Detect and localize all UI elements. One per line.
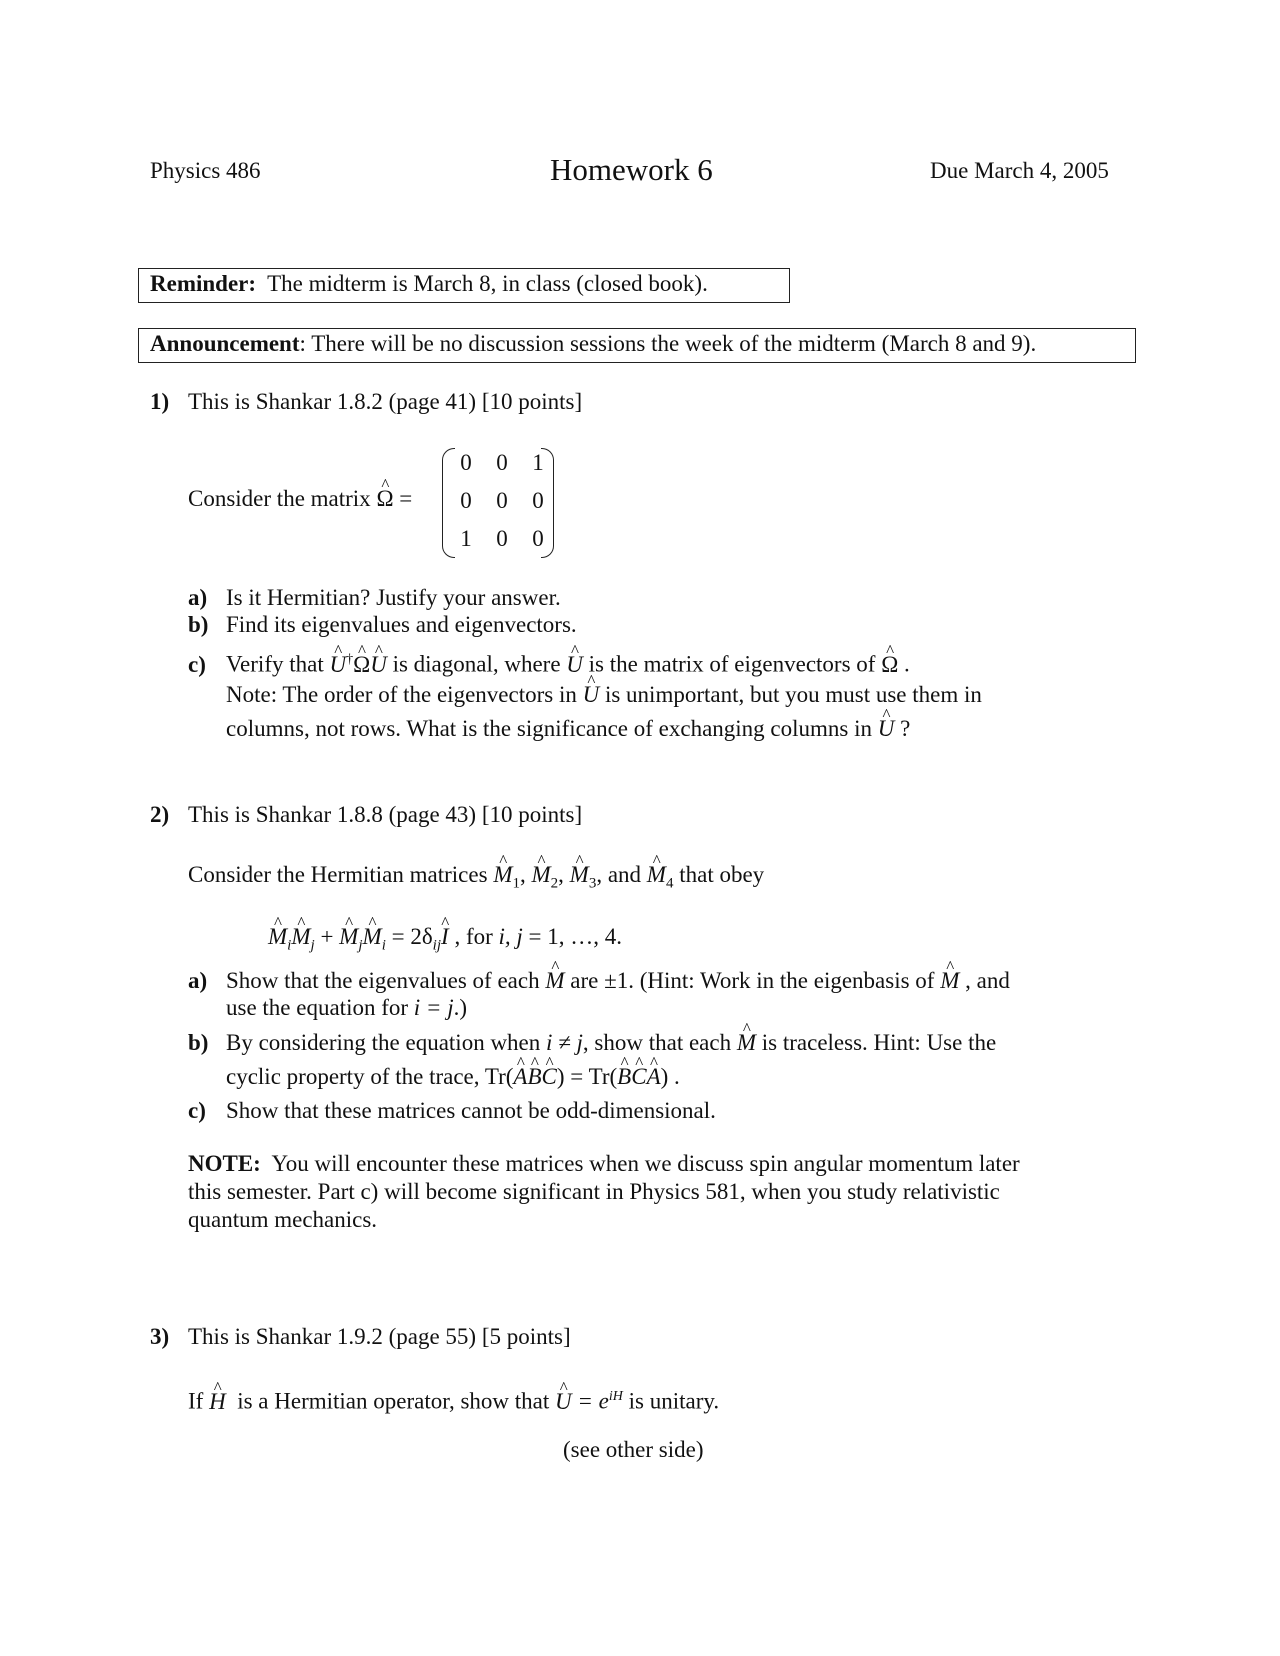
part-a-line2-post: .) bbox=[453, 995, 468, 1020]
subscript: 4 bbox=[665, 875, 674, 892]
a-symbol: A ^ bbox=[513, 1062, 527, 1092]
reminder-box bbox=[138, 268, 790, 303]
dagger-symbol: † bbox=[346, 652, 354, 667]
m-symbol: M ^ bbox=[940, 966, 959, 996]
m-symbol: M ^ bbox=[531, 860, 550, 890]
trace-end: ) . bbox=[660, 1064, 680, 1089]
m-symbol: M ^ bbox=[570, 860, 589, 890]
note-2-post: ? bbox=[894, 716, 911, 741]
part-a-post: , and bbox=[959, 968, 1010, 993]
for-text: , for bbox=[448, 924, 499, 949]
matrix-cell: 0 bbox=[496, 450, 508, 475]
matrix-cell: 0 bbox=[496, 526, 508, 551]
omega-matrix bbox=[442, 448, 554, 558]
problem-1-note-line-2 bbox=[226, 714, 910, 744]
comma: , bbox=[558, 862, 570, 887]
part-b-label: b) bbox=[188, 612, 209, 637]
problem-1-consider bbox=[188, 484, 412, 514]
h-symbol: H ^ bbox=[209, 1387, 226, 1417]
announcement-text: : There will be no discussion sessions the week of the midterm (March 8 and 9). bbox=[299, 331, 1037, 356]
subscript: j bbox=[358, 937, 363, 954]
note-2-pre: columns, not rows. What is the significance of exchanging columns in bbox=[226, 716, 878, 741]
m-symbol: M ^ bbox=[737, 1028, 756, 1058]
problem-2-note-line-1 bbox=[188, 1149, 1020, 1179]
problem-2-consider bbox=[188, 860, 764, 899]
problem-3-title: This is Shankar 1.9.2 (page 55) [5 points] bbox=[188, 1324, 571, 1349]
part-b-post: is traceless. Hint: Use the bbox=[756, 1030, 997, 1055]
exp-base: = e bbox=[571, 1388, 609, 1414]
part-b-text: Find its eigenvalues and eigenvectors. bbox=[226, 612, 577, 637]
see-other-side: (see other side) bbox=[563, 1437, 704, 1462]
omega-symbol: Ω ^ bbox=[353, 650, 370, 680]
subscript: 1 bbox=[512, 875, 520, 892]
m-symbol: M ^ bbox=[339, 922, 358, 952]
reminder-text: The midterm is March 8, in class (closed book). bbox=[256, 271, 708, 296]
announcement-label: Announcement bbox=[150, 331, 300, 356]
subscript: 2 bbox=[550, 875, 559, 892]
part-c-pre: Verify that bbox=[226, 651, 330, 677]
problem-2-part-b bbox=[188, 1028, 996, 1058]
part-c-text: Show that these matrices cannot be odd-dimensional. bbox=[226, 1098, 716, 1123]
identity-symbol: I ^ bbox=[441, 922, 449, 952]
part-c-label: c) bbox=[188, 1098, 206, 1123]
part-b-pre: By considering the equation when bbox=[226, 1030, 547, 1055]
trace-equals: ) = Tr( bbox=[556, 1064, 618, 1089]
part-a-mid: are ±1. (Hint: Work in the eigenbasis of bbox=[564, 968, 941, 993]
course-name: Physics 486 bbox=[150, 158, 261, 183]
problem-2-heading bbox=[150, 800, 582, 830]
problem-1-part-a bbox=[188, 583, 561, 613]
part-a-label: a) bbox=[188, 585, 208, 610]
problem-2-part-b-line-2 bbox=[226, 1062, 680, 1092]
problem-1-note-line-1 bbox=[226, 680, 982, 710]
exponent: iH bbox=[608, 1389, 623, 1404]
plus-sign: + bbox=[314, 924, 340, 949]
consider-pre: Consider the Hermitian matrices bbox=[188, 862, 494, 887]
c-symbol: C ^ bbox=[542, 1062, 557, 1092]
u-symbol: U ^ bbox=[370, 650, 387, 680]
note-1-post: is unimportant, but you must use them in bbox=[599, 682, 982, 707]
part-b-var: i ≠ j bbox=[546, 1030, 583, 1055]
equals-delta: = 2δ bbox=[385, 924, 433, 949]
note-line-1: You will encounter these matrices when we discuss spin angular momentum later bbox=[260, 1151, 1020, 1176]
part-c-mid: is diagonal, where bbox=[386, 651, 567, 677]
part-a-pre: Show that the eigenvalues of each bbox=[226, 968, 546, 993]
problem-2-part-a bbox=[188, 966, 1010, 996]
problem-1-heading bbox=[150, 387, 582, 417]
index-vars: i, j bbox=[498, 924, 523, 949]
matrix-cell: 0 bbox=[460, 488, 472, 513]
matrix-left-bracket bbox=[442, 448, 455, 558]
problem-2-note-line-2: this semester. Part c) will become significant in Physics 581, when you study relativistic bbox=[188, 1179, 1000, 1204]
if-text: If bbox=[188, 1388, 210, 1414]
page-title: Homework 6 bbox=[550, 152, 713, 187]
problem-2-part-c bbox=[188, 1096, 716, 1126]
statement-mid: is a Hermitian operator, show that bbox=[225, 1388, 556, 1414]
note-1-pre: Note: The order of the eigenvectors in bbox=[226, 682, 583, 707]
index-range: = 1, …, 4. bbox=[522, 924, 623, 949]
subscript: ij bbox=[432, 937, 442, 954]
problem-3-heading bbox=[150, 1322, 571, 1352]
part-b-line2-pre: cyclic property of the trace, Tr( bbox=[226, 1064, 514, 1089]
problem-3-statement bbox=[188, 1382, 719, 1417]
u-symbol: U ^ bbox=[583, 680, 600, 710]
part-c-end: . bbox=[898, 651, 910, 677]
u-symbol: U ^ bbox=[329, 650, 346, 680]
part-c-post: is the matrix of eigenvectors of bbox=[582, 651, 882, 677]
u-symbol: U ^ bbox=[555, 1387, 572, 1417]
subscript: i bbox=[381, 937, 386, 954]
anticommutator-equation bbox=[268, 922, 622, 961]
omega-symbol: Ω ^ bbox=[376, 484, 393, 514]
part-a-label: a) bbox=[188, 968, 208, 993]
matrix-cell: 1 bbox=[460, 526, 472, 551]
problem-1-part-c bbox=[188, 645, 910, 680]
consider-post: that obey bbox=[673, 862, 765, 887]
consider-text: Consider the matrix bbox=[188, 486, 377, 511]
omega-symbol: Ω ^ bbox=[881, 650, 898, 680]
subscript: j bbox=[310, 937, 315, 954]
problem-2-number: 2) bbox=[150, 802, 170, 827]
problem-3-number: 3) bbox=[150, 1324, 170, 1349]
matrix-cell: 0 bbox=[460, 450, 472, 475]
matrix-cell: 0 bbox=[532, 526, 544, 551]
part-b-mid: , show that each bbox=[582, 1030, 737, 1055]
problem-2-part-a-line-2 bbox=[226, 993, 467, 1023]
equals-sign: = bbox=[393, 486, 413, 511]
part-c-label: c) bbox=[188, 651, 206, 677]
m-symbol: M ^ bbox=[363, 922, 382, 952]
m-symbol: M ^ bbox=[493, 860, 512, 890]
b-symbol: B ^ bbox=[527, 1062, 541, 1092]
reminder-label: Reminder: bbox=[150, 271, 257, 296]
c-symbol: C ^ bbox=[631, 1062, 646, 1092]
b-symbol: B ^ bbox=[617, 1062, 631, 1092]
m-symbol: M ^ bbox=[647, 860, 666, 890]
comma: , bbox=[519, 862, 532, 887]
problem-1-number: 1) bbox=[150, 389, 170, 414]
due-date: Due March 4, 2005 bbox=[930, 158, 1109, 183]
problem-2-note-line-3: quantum mechanics. bbox=[188, 1207, 378, 1232]
m-symbol: M ^ bbox=[545, 966, 564, 996]
u-symbol: U ^ bbox=[878, 714, 895, 744]
problem-1-title: This is Shankar 1.8.2 (page 41) [10 points] bbox=[188, 389, 583, 414]
part-b-label: b) bbox=[188, 1030, 209, 1055]
a-symbol: A ^ bbox=[647, 1062, 661, 1092]
part-a-var: i = j bbox=[413, 995, 454, 1020]
matrix-cell: 0 bbox=[532, 488, 544, 513]
part-a-text: Is it Hermitian? Justify your answer. bbox=[226, 585, 561, 610]
matrix-cell: 1 bbox=[532, 450, 544, 475]
note-label: NOTE: bbox=[188, 1151, 261, 1176]
and-text: , and bbox=[596, 862, 647, 887]
m-symbol: M ^ bbox=[291, 922, 310, 952]
statement-post: is unitary. bbox=[622, 1388, 720, 1414]
problem-2-title: This is Shankar 1.8.8 (page 43) [10 points] bbox=[188, 802, 583, 827]
part-a-line2-pre: use the equation for bbox=[226, 995, 414, 1020]
announcement-box bbox=[138, 328, 1136, 363]
u-symbol: U ^ bbox=[566, 650, 583, 680]
m-symbol: M ^ bbox=[268, 922, 287, 952]
subscript: 3 bbox=[588, 875, 597, 892]
subscript: i bbox=[287, 937, 292, 954]
matrix-cell: 0 bbox=[496, 488, 508, 513]
